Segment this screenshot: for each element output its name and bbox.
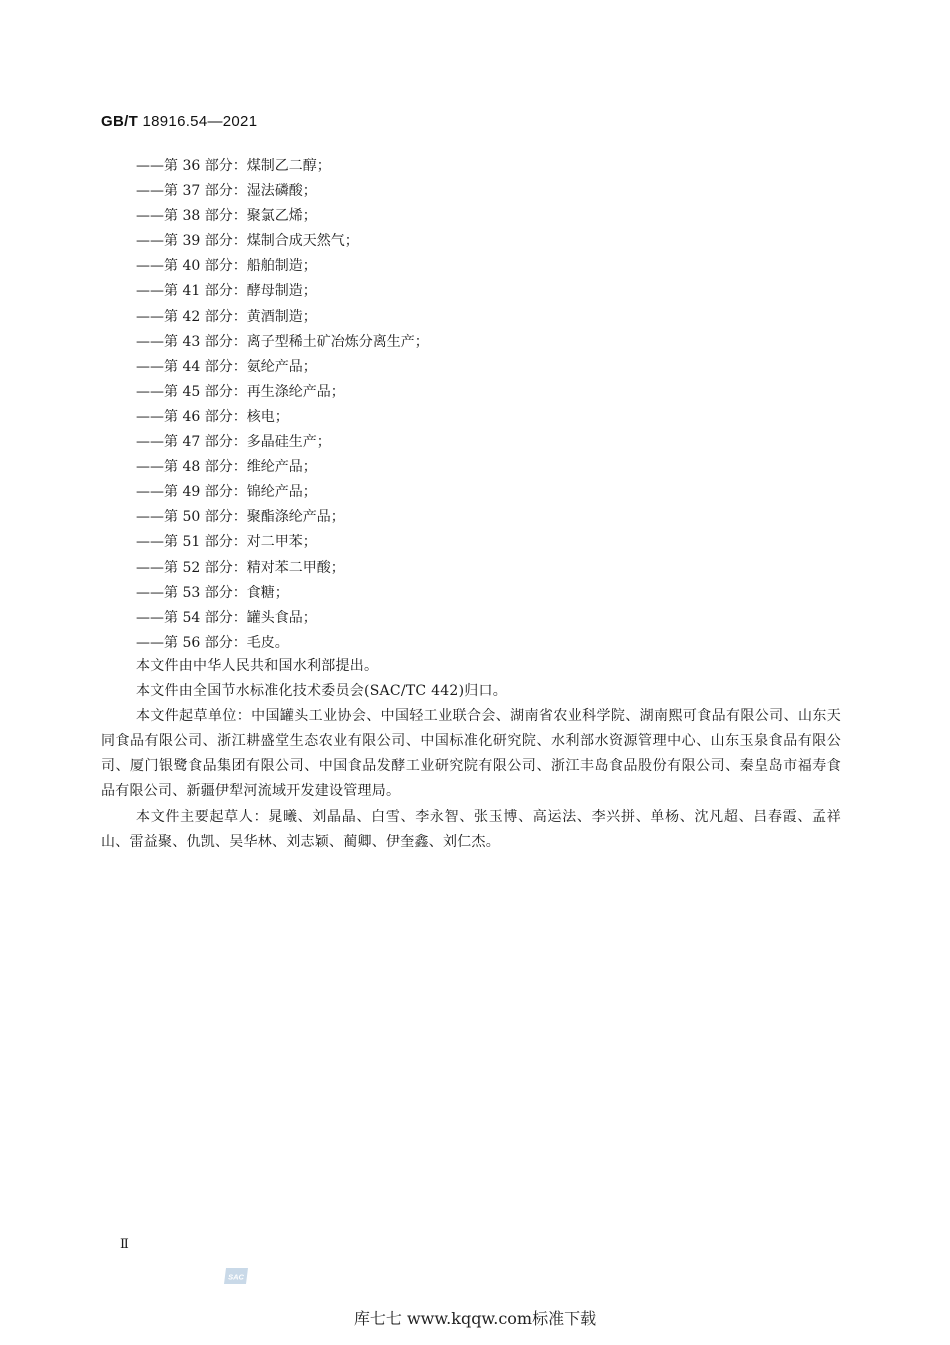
list-item: ——第 41 部分：酵母制造； xyxy=(136,283,317,300)
list-item: ——第 52 部分：精对苯二甲酸； xyxy=(136,559,345,576)
list-item: ——第 54 部分：罐头食品； xyxy=(136,609,317,626)
list-item: ——第 43 部分：离子型稀土矿冶炼分离生产； xyxy=(136,333,429,350)
drafting-units-paragraph: 本文件起草单位：中国罐头工业协会、中国轻工业联合会、湖南省农业科学院、湖南熙可食品有限公司、山东天同食品有限公司、浙江耕盛堂生态农业有限公司、中国标准化研究院、水利部水资源管理中心、山东玉泉食品有限公司、厦门银鹭食品集团有限公司、中国食品发酵工业研究院有限公司、浙江丰岛食品股份有限公司、秦皇岛市福寿食品有限公司、新疆伊犁河流域开发建设管理局。 xyxy=(101,708,841,800)
list-item: ——第 47 部分：多晶硅生产； xyxy=(136,434,331,451)
list-item: ——第 36 部分：煤制乙二醇； xyxy=(136,158,331,174)
parts-list xyxy=(136,154,856,656)
logo-text: SAC xyxy=(228,1272,244,1282)
proposer-paragraph: 本文件由中华人民共和国水利部提出。 xyxy=(136,658,379,674)
committee-paragraph: 本文件由全国节水标准化技术委员会(SAC/TC 442)归口。 xyxy=(136,683,508,700)
list-item: ——第 40 部分：船舶制造； xyxy=(136,258,317,275)
body-paragraphs xyxy=(101,654,841,855)
list-item: ——第 45 部分：再生涤纶产品； xyxy=(136,383,345,400)
standard-prefix: GB/T xyxy=(101,113,139,130)
list-item: ——第 46 部分：核电； xyxy=(136,408,289,425)
list-item: ——第 56 部分：毛皮。 xyxy=(136,634,289,651)
list-item: ——第 50 部分：聚酯涤纶产品； xyxy=(136,509,345,526)
list-item: ——第 39 部分：煤制合成天然气； xyxy=(136,233,359,250)
list-item: ——第 44 部分：氨纶产品； xyxy=(136,358,317,375)
list-item: ——第 42 部分：黄酒制造； xyxy=(136,308,317,325)
sac-logo-icon xyxy=(222,1266,250,1286)
list-item: ——第 53 部分：食糖； xyxy=(136,584,289,601)
list-item: ——第 38 部分：聚氯乙烯； xyxy=(136,208,317,225)
standard-number: 18916.54—2021 xyxy=(142,113,258,130)
footer-watermark: 库七七 www.kqqw.com标准下载 xyxy=(353,1309,597,1328)
list-item: ——第 48 部分：维纶产品； xyxy=(136,459,317,476)
list-item: ——第 49 部分：锦纶产品； xyxy=(136,484,317,501)
standard-code xyxy=(101,113,257,130)
drafters-paragraph: 本文件主要起草人：晁曦、刘晶晶、白雪、李永智、张玉博、高运法、李兴拼、单杨、沈凡超、吕春霞、孟祥山、雷益聚、仇凯、吴华林、刘志颖、蔺卿、伊奎鑫、刘仁杰。 xyxy=(101,808,841,850)
list-item: ——第 51 部分：对二甲苯； xyxy=(136,534,317,551)
list-item: ——第 37 部分：湿法磷酸； xyxy=(136,183,317,200)
page-number: Ⅱ xyxy=(120,1237,128,1252)
